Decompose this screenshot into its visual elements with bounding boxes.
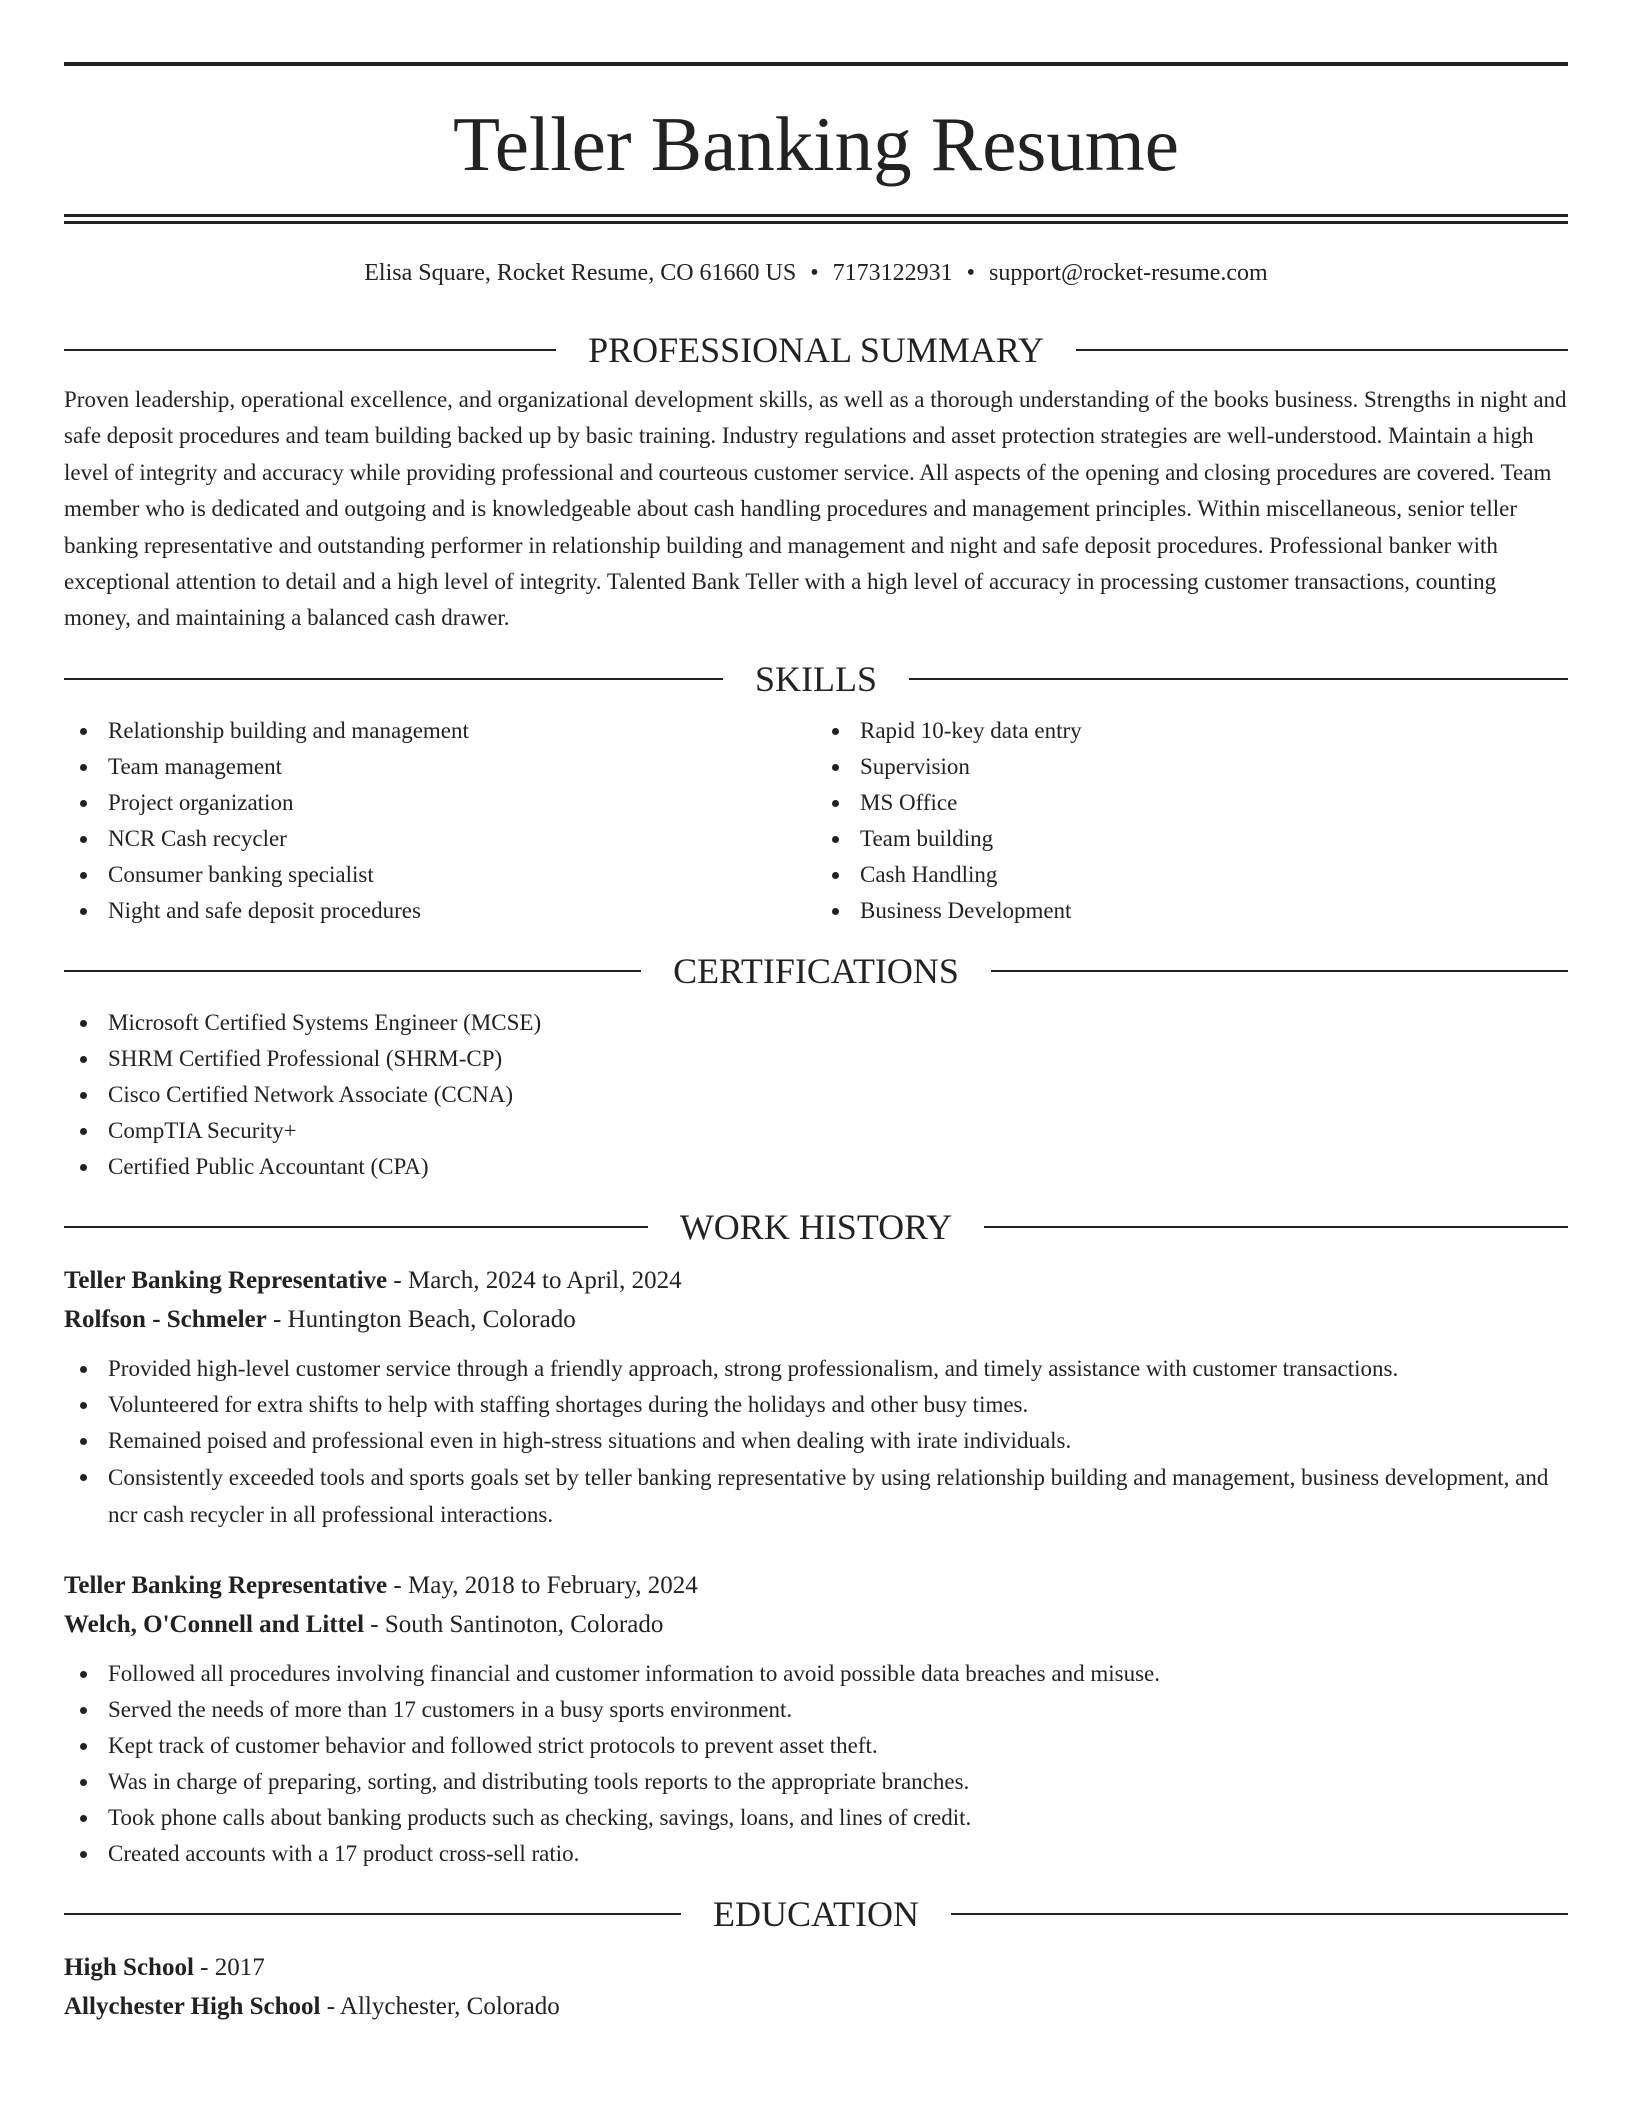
skill-item: Business Development bbox=[816, 893, 1568, 929]
job-title: Teller Banking Representative bbox=[64, 1571, 388, 1599]
job-bullet: Kept track of customer behavior and followed strict protocols to prevent asset theft. bbox=[64, 1728, 1568, 1764]
job-title-line bbox=[64, 1566, 1568, 1605]
title-double-rule bbox=[64, 214, 1568, 224]
certification-item: SHRM Certified Professional (SHRM-CP) bbox=[64, 1041, 1568, 1077]
skill-item: Project organization bbox=[64, 785, 816, 821]
job-bullet: Served the needs of more than 17 customers in a busy sports environment. bbox=[64, 1692, 1568, 1728]
education-heading-label: EDUCATION bbox=[713, 1893, 919, 1934]
education-degree-line bbox=[64, 1948, 1568, 1987]
skill-item: Relationship building and management bbox=[64, 713, 816, 749]
certifications-list bbox=[64, 1005, 1568, 1185]
job-company: Rolfson - Schmeler bbox=[64, 1305, 267, 1333]
skill-item: Cash Handling bbox=[816, 857, 1568, 893]
resume-content bbox=[64, 0, 1568, 2026]
contact-line bbox=[64, 258, 1568, 288]
summary-heading-label: PROFESSIONAL SUMMARY bbox=[588, 330, 1044, 370]
certification-item: CompTIA Security+ bbox=[64, 1113, 1568, 1149]
work-history-heading bbox=[64, 1205, 1568, 1249]
contact-address: Elisa Square, Rocket Resume, CO 61660 US bbox=[364, 260, 797, 286]
job-title-line bbox=[64, 1261, 1568, 1300]
certification-item: Cisco Certified Network Associate (CCNA) bbox=[64, 1077, 1568, 1113]
job-company: Welch, O'Connell and Littel bbox=[64, 1610, 365, 1638]
resume-title: Teller Banking Resume bbox=[453, 101, 1179, 187]
work-history-heading-label: WORK HISTORY bbox=[679, 1206, 953, 1247]
skill-item: Supervision bbox=[816, 749, 1568, 785]
job-bullet: Volunteered for extra shifts to help with staffing shortages during the holidays and other busy times. bbox=[64, 1387, 1568, 1423]
education-heading bbox=[64, 1892, 1568, 1936]
skill-item: NCR Cash recycler bbox=[64, 821, 816, 857]
skill-item: Night and safe deposit procedures bbox=[64, 893, 816, 929]
job-bullet: Consistently exceeded tools and sports goals set by teller banking representative by using relationship building and management, business development, and ncr cash recycler in all professional interactions. bbox=[64, 1459, 1568, 1534]
contact-separator: • bbox=[810, 260, 819, 286]
skills-heading bbox=[64, 657, 1568, 701]
job-location: - South Santinoton, Colorado bbox=[364, 1610, 664, 1638]
contact-email: support@rocket-resume.com bbox=[989, 260, 1268, 286]
summary-heading bbox=[64, 328, 1568, 372]
certifications-heading-label: CERTIFICATIONS bbox=[673, 950, 959, 991]
job-bullet: Was in charge of preparing, sorting, and distributing tools reports to the appropriate branches. bbox=[64, 1764, 1568, 1800]
job-bullets bbox=[64, 1656, 1568, 1872]
skills-list-right bbox=[816, 713, 1568, 929]
summary-text: Proven leadership, operational excellence, and organizational development skills, as well as a thorough understanding of the books business. Strengths in night and safe deposit procedures and team building backed up by basic training. Industry regulations and asset protection strategies are well-understood. Maintain a high level of integrity and accuracy while providing professional and courteous customer service. All aspects of the opening and closing procedures are covered. Team member who is dedicated and outgoing and is knowledgeable about cash handling procedures and management principles. Within miscellaneous, senior teller banking representative and outstanding performer in relationship building and management and night and safe deposit procedures. Professional banker with exceptional attention to detail and a high level of integrity. Talented Bank Teller with a high level of accuracy in processing customer transactions, counting money, and maintaining a balanced cash drawer. bbox=[64, 387, 1567, 631]
job-bullet: Provided high-level customer service through a friendly approach, strong professionalism, and timely assistance with customer transactions. bbox=[64, 1351, 1568, 1387]
skills-column-left bbox=[64, 713, 816, 929]
skill-item: Consumer banking specialist bbox=[64, 857, 816, 893]
job-company-line bbox=[64, 1300, 1568, 1339]
contact-separator: • bbox=[966, 260, 976, 286]
job-entry bbox=[64, 1566, 1568, 1872]
education-entry bbox=[64, 1948, 1568, 2026]
certifications-heading bbox=[64, 949, 1568, 993]
job-bullets bbox=[64, 1351, 1568, 1534]
skill-item: MS Office bbox=[816, 785, 1568, 821]
job-dates: - May, 2018 to February, 2024 bbox=[387, 1571, 698, 1599]
education-location: - Allychester, Colorado bbox=[320, 1992, 560, 2020]
education-degree: High School bbox=[64, 1953, 194, 1981]
job-bullet: Took phone calls about banking products such as checking, savings, loans, and lines of credit. bbox=[64, 1800, 1568, 1836]
skills-heading-label: SKILLS bbox=[755, 658, 878, 699]
job-company-line bbox=[64, 1605, 1568, 1644]
skill-item: Team management bbox=[64, 749, 816, 785]
job-bullet: Remained poised and professional even in high-stress situations and when dealing with irate individuals. bbox=[64, 1423, 1568, 1459]
certification-item: Microsoft Certified Systems Engineer (MCSE) bbox=[64, 1005, 1568, 1041]
job-dates: - March, 2024 to April, 2024 bbox=[387, 1266, 682, 1294]
contact-phone: 7173122931 bbox=[832, 260, 953, 286]
education-school-line bbox=[64, 1987, 1568, 2026]
education-school: Allychester High School bbox=[64, 1992, 321, 2020]
skills-grid bbox=[64, 713, 1568, 929]
job-bullet: Created accounts with a 17 product cross-sell ratio. bbox=[64, 1836, 1568, 1872]
job-entry bbox=[64, 1261, 1568, 1534]
education-year: - 2017 bbox=[193, 1953, 265, 1981]
job-bullet: Followed all procedures involving financial and customer information to avoid possible data breaches and misuse. bbox=[64, 1656, 1568, 1692]
job-title: Teller Banking Representative bbox=[64, 1266, 388, 1294]
top-rule bbox=[64, 62, 1568, 66]
skills-column-right bbox=[816, 713, 1568, 929]
skill-item: Team building bbox=[816, 821, 1568, 857]
skill-item: Rapid 10-key data entry bbox=[816, 713, 1568, 749]
skills-list-left bbox=[64, 713, 816, 929]
certification-item: Certified Public Accountant (CPA) bbox=[64, 1149, 1568, 1185]
job-location: - Huntington Beach, Colorado bbox=[266, 1305, 576, 1333]
